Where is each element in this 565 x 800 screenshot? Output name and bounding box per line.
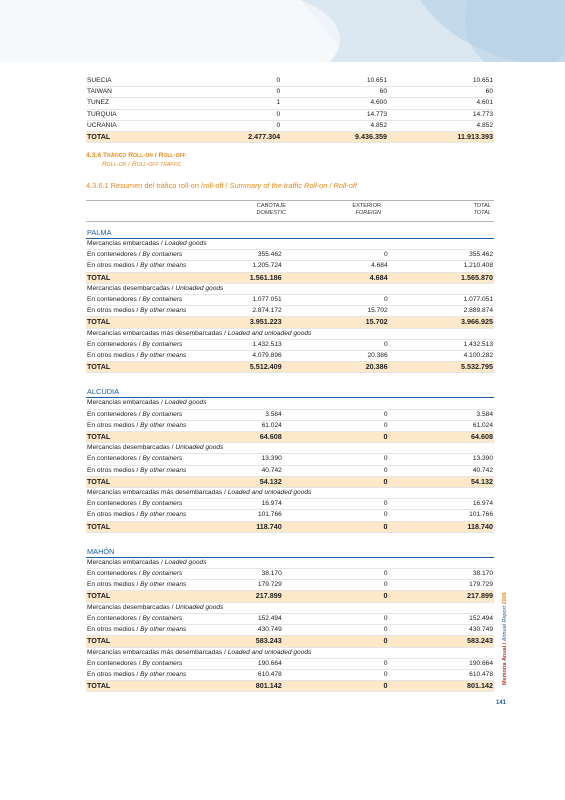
group-label-es: Mercancías embarcadas / [87,399,165,407]
total-cell: 54.132 [389,476,494,487]
table-row [86,658,494,669]
port-table [86,558,494,692]
row-label-es: En contenedores / [87,614,143,622]
domestic-cell: 54.132 [212,476,283,487]
svg-text:Memoria Anual / Annual Report [502,592,508,685]
subsection-title-es: 4.3.6.1 Resumen del tráfico roll-on /roll-off / [86,181,230,190]
port-table [86,398,494,532]
group-label [86,602,494,613]
domestic-cell: 0 [210,109,281,120]
foreign-cell: 0 [283,432,389,443]
table-total-row [86,132,494,143]
port-table [86,239,494,373]
foreign-cell: 0 [283,476,389,487]
foreign-cell: 0 [283,250,389,261]
domestic-cell: 3.951.223 [212,317,283,328]
table-row [86,261,494,272]
row-label-es: En otros medios / [87,421,141,429]
group-label-en: Unloaded goods [175,284,224,292]
row-label [86,465,212,476]
domestic-cell: 40.742 [212,465,283,476]
ports-container [86,226,494,692]
foreign-cell: 0 [283,295,389,306]
foreign-cell: 0 [283,521,389,532]
foreign-cell: 10.651 [281,76,388,87]
row-label-es: En otros medios / [87,307,141,315]
total-cell: 179.729 [389,580,495,591]
foreign-cell: 0 [283,669,389,680]
group-label-en: Loaded goods [164,558,207,566]
foreign-cell: 0 [283,510,389,521]
column-header-domestic-en: DOMESTIC [256,210,286,216]
total-label-cell: TOTAL [86,132,210,143]
table-row [86,295,494,306]
foreign-cell: 15.702 [283,317,389,328]
group-label [86,558,494,569]
row-label [86,351,212,362]
group-header-row [86,283,494,294]
group-header-row [86,328,494,339]
total-cell: 1.210.408 [389,261,494,272]
row-label-es: En contenedores / [87,340,143,348]
group-label [86,239,494,250]
foreign-cell: 20.386 [283,351,389,362]
domestic-cell: 190.664 [212,658,283,669]
row-label-en: By containers [142,500,183,508]
table-row [86,499,494,510]
total-label-cell: TOTAL [86,591,212,602]
total-cell: 4.601 [388,98,494,109]
row-label-en: By other means [140,307,187,315]
foreign-cell: 15.702 [283,306,389,317]
row-label [86,625,212,636]
column-header-row [86,200,494,222]
group-label-en: Loaded and unloaded goods [227,489,312,497]
foreign-cell: 9.436.359 [281,132,388,143]
foreign-cell: 0 [283,409,389,420]
total-cell: 60 [388,87,494,98]
total-cell: 1.077.051 [389,295,494,306]
domestic-cell: 217.899 [212,591,283,602]
foreign-cell: 0 [283,591,389,602]
total-cell: 61.024 [389,420,494,431]
row-label [86,295,212,306]
domestic-cell: 101.766 [212,510,283,521]
foreign-cell: 4.684 [283,261,389,272]
total-label-cell: TOTAL [86,521,212,532]
total-cell: 4.100.282 [389,351,494,362]
row-label [86,499,212,510]
section-subtitle: Roll-on / Roll-off traffic [102,161,182,168]
table-row [86,109,494,120]
table-row [86,580,494,591]
group-label-es: Mercancías embarcadas más desembarcadas / [87,489,228,497]
row-label-es: En contenedores / [87,251,143,259]
table-row [86,613,494,624]
table-total-row [86,476,494,487]
total-cell: 355.462 [389,250,494,261]
foreign-cell: 4.852 [281,120,388,131]
row-label-es: En otros medios / [87,352,141,360]
domestic-cell: 2.874.172 [212,306,283,317]
row-label-en: By containers [142,614,183,622]
total-cell: 38.170 [389,569,495,580]
row-label-es: En otros medios / [87,581,141,589]
table-row [86,306,494,317]
table-total-row [86,681,494,692]
row-label-es: En otros medios / [87,262,141,270]
row-label-es: En otros medios / [87,511,141,519]
group-label [86,398,494,409]
row-label-es: En contenedores / [87,500,143,508]
table-row [86,351,494,362]
page-number: 141 [496,700,507,706]
foreign-cell: 4.600 [281,98,388,109]
foreign-cell: 0 [283,420,389,431]
foreign-cell: 20.386 [283,362,389,373]
row-label-en: By other means [140,670,187,678]
row-label-es: En otros medios / [87,670,141,678]
domestic-cell: 1 [210,98,281,109]
subsection-title-en: Summary of the traffic Roll-on / Roll-off [229,181,357,190]
row-label-es: En contenedores / [87,570,143,578]
foreign-cell: 0 [283,613,389,624]
foreign-cell: 0 [283,580,389,591]
domestic-cell: 3.584 [212,409,283,420]
total-label-cell: TOTAL [86,272,212,283]
column-header-domestic [236,203,286,217]
total-cell: 10.651 [388,76,494,87]
group-label-en: Loaded goods [164,399,207,407]
foreign-cell: 4.684 [283,272,389,283]
country-cell: SUECIA [86,76,210,87]
total-cell: 583.243 [389,636,495,647]
total-cell: 3.584 [389,409,494,420]
row-label-en: By containers [142,570,183,578]
section-heading-436 [86,151,186,169]
row-label [86,420,212,431]
row-label-en: By containers [142,410,183,418]
group-header-row [86,239,494,250]
domestic-cell: 13.390 [212,454,283,465]
country-cell: TUNEZ [86,98,210,109]
group-label-es: Mercancías embarcadas / [87,240,165,247]
column-header-total-en: TOTAL [473,210,491,216]
total-cell: 3.966.925 [389,317,494,328]
row-label-en: By other means [140,352,187,360]
table-total-row [86,432,494,443]
total-label-cell: TOTAL [86,636,212,647]
table-row [86,669,494,680]
country-cell: TURQUIA [86,109,210,120]
row-label-en: By containers [142,455,183,463]
group-label-en: Unloaded goods [175,444,224,452]
group-header-row [86,398,494,409]
table-row [86,250,494,261]
domestic-cell: 1.561.186 [212,272,283,283]
column-header-foreign-en: FOREIGN [355,210,381,216]
total-label-cell: TOTAL [86,317,212,328]
domestic-cell: 64.608 [212,432,283,443]
group-label-en: Loaded goods [164,240,207,247]
table-row [86,454,494,465]
group-label [86,488,494,499]
table-row [86,465,494,476]
row-label [86,409,212,420]
table-row [86,625,494,636]
domestic-cell: 801.142 [212,681,283,692]
foreign-cell: 0 [283,339,389,350]
row-label-es: En contenedores / [87,410,143,418]
foreign-cell: 0 [283,454,389,465]
table-total-row [86,317,494,328]
group-label-es: Mercancías embarcadas más desembarcadas / [87,329,228,337]
row-label-en: By other means [140,421,187,429]
row-label-es: En contenedores / [87,659,143,667]
group-header-row [86,488,494,499]
group-label [86,647,494,658]
column-header-domestic-es: CABOTAJE [256,203,286,209]
total-cell: 14.773 [388,109,494,120]
table-row [86,510,494,521]
total-cell: 1.565.870 [389,272,494,283]
group-label-en: Loaded and unloaded goods [227,648,312,656]
table-total-row [86,521,494,532]
domestic-cell: 61.024 [212,420,283,431]
row-label [86,250,212,261]
row-label [86,580,212,591]
foreign-cell: 0 [283,625,389,636]
country-cell: UCRANIA [86,120,210,131]
row-label-en: By other means [140,466,187,474]
foreign-cell: 0 [283,465,389,476]
domestic-cell: 16.974 [212,499,283,510]
row-label [86,669,212,680]
domestic-cell: 0 [210,120,281,131]
domestic-cell: 4.079.896 [212,351,283,362]
row-label-en: By containers [142,296,183,304]
domestic-cell: 430.749 [212,625,283,636]
domestic-cell: 1.077.051 [212,295,283,306]
row-label [86,454,212,465]
domestic-cell: 0 [210,87,281,98]
table-total-row [86,591,494,602]
group-label-es: Mercancías desembarcadas / [87,444,176,452]
domestic-cell: 38.170 [212,569,283,580]
total-cell: 118.740 [389,521,494,532]
total-cell: 16.974 [389,499,494,510]
group-label [86,283,494,294]
total-cell: 4.852 [388,120,494,131]
group-label-en: Loaded and unloaded goods [227,329,312,337]
port-heading: ALCUDIA [86,385,494,398]
column-header-foreign-es: EXTERIOR [352,203,381,209]
side-label-es: Memoria Anual / [502,641,508,685]
table-total-row [86,272,494,283]
subsection-heading-4361 [86,181,357,190]
row-label [86,658,212,669]
row-label-en: By other means [140,262,187,270]
domestic-cell: 610.478 [212,669,283,680]
row-label-en: By other means [140,581,187,589]
total-cell: 64.608 [389,432,494,443]
foreign-cell: 0 [283,658,389,669]
header-banner [0,0,565,62]
row-label [86,261,212,272]
group-label [86,328,494,339]
total-label-cell: TOTAL [86,362,212,373]
table-row [86,120,494,131]
row-label-es: En otros medios / [87,466,141,474]
table-row [86,76,494,87]
total-cell: 610.478 [389,669,495,680]
rollon-summary-table [86,200,494,692]
total-cell: 40.742 [389,465,494,476]
side-report-label [497,585,511,685]
domestic-cell: 118.740 [212,521,283,532]
column-header-total-es: TOTAL [473,203,491,209]
total-label-cell: TOTAL [86,681,212,692]
table-row [86,569,494,580]
group-label-es: Mercancías embarcadas / [87,558,165,566]
table-row [86,98,494,109]
foreign-cell: 14.773 [281,109,388,120]
foreign-cell: 0 [283,636,389,647]
row-label [86,613,212,624]
domestic-cell: 179.729 [212,580,283,591]
group-header-row [86,443,494,454]
domestic-cell: 1.432.513 [212,339,283,350]
total-cell: 217.899 [389,591,495,602]
group-header-row [86,647,494,658]
row-label [86,569,212,580]
country-cell: TAIWAN [86,87,210,98]
total-cell: 430.749 [389,625,495,636]
total-cell: 190.664 [389,658,495,669]
group-header-row [86,602,494,613]
group-label-es: Mercancías embarcadas más desembarcadas / [87,648,228,656]
domestic-cell: 355.462 [212,250,283,261]
foreign-cell: 0 [283,569,389,580]
domestic-cell: 152.494 [212,613,283,624]
total-label-cell: TOTAL [86,476,212,487]
table-row [86,409,494,420]
total-cell: 11.913.393 [388,132,494,143]
row-label-en: By containers [142,251,183,259]
side-label-year: 2006 [502,592,508,605]
total-cell: 801.142 [389,681,495,692]
table-row [86,339,494,350]
table-total-row [86,362,494,373]
port-heading: MAHÓN [86,545,494,558]
group-label-es: Mercancías desembarcadas / [87,603,176,611]
total-cell: 101.766 [389,510,494,521]
row-label-en: By other means [140,511,187,519]
total-cell: 5.532.795 [389,362,494,373]
total-label-cell: TOTAL [86,432,212,443]
domestic-cell: 583.243 [212,636,283,647]
row-label-en: By other means [140,626,187,634]
group-label-es: Mercancías desembarcadas / [87,284,176,292]
row-label-en: By containers [142,340,183,348]
row-label [86,306,212,317]
table-total-row [86,636,494,647]
domestic-cell: 5.512.409 [212,362,283,373]
column-header-total [441,203,491,217]
total-cell: 1.432.513 [389,339,494,350]
domestic-cell: 2.477.304 [210,132,281,143]
total-cell: 13.390 [389,454,494,465]
group-label-en: Unloaded goods [175,603,224,611]
domestic-cell: 1.205.724 [212,261,283,272]
foreign-cell: 60 [281,87,388,98]
row-label [86,339,212,350]
column-header-foreign [331,203,381,217]
row-label-es: En contenedores / [87,296,143,304]
table-row [86,87,494,98]
port-heading: PALMA [86,226,494,239]
row-label-es: En contenedores / [87,455,143,463]
row-label-en: By containers [142,659,183,667]
foreign-cell: 0 [283,681,389,692]
group-header-row [86,558,494,569]
foreign-cell: 0 [283,499,389,510]
section-title: 4.3.6 Tráfico Roll-on / Roll-off [86,152,186,159]
row-label-es: En otros medios / [87,626,141,634]
total-cell: 2.889.874 [389,306,494,317]
row-label [86,510,212,521]
group-label [86,443,494,454]
side-label-en: Annual Report [502,604,508,642]
top-country-table [86,76,494,143]
domestic-cell: 0 [210,76,281,87]
table-row [86,420,494,431]
total-cell: 152.494 [389,613,495,624]
